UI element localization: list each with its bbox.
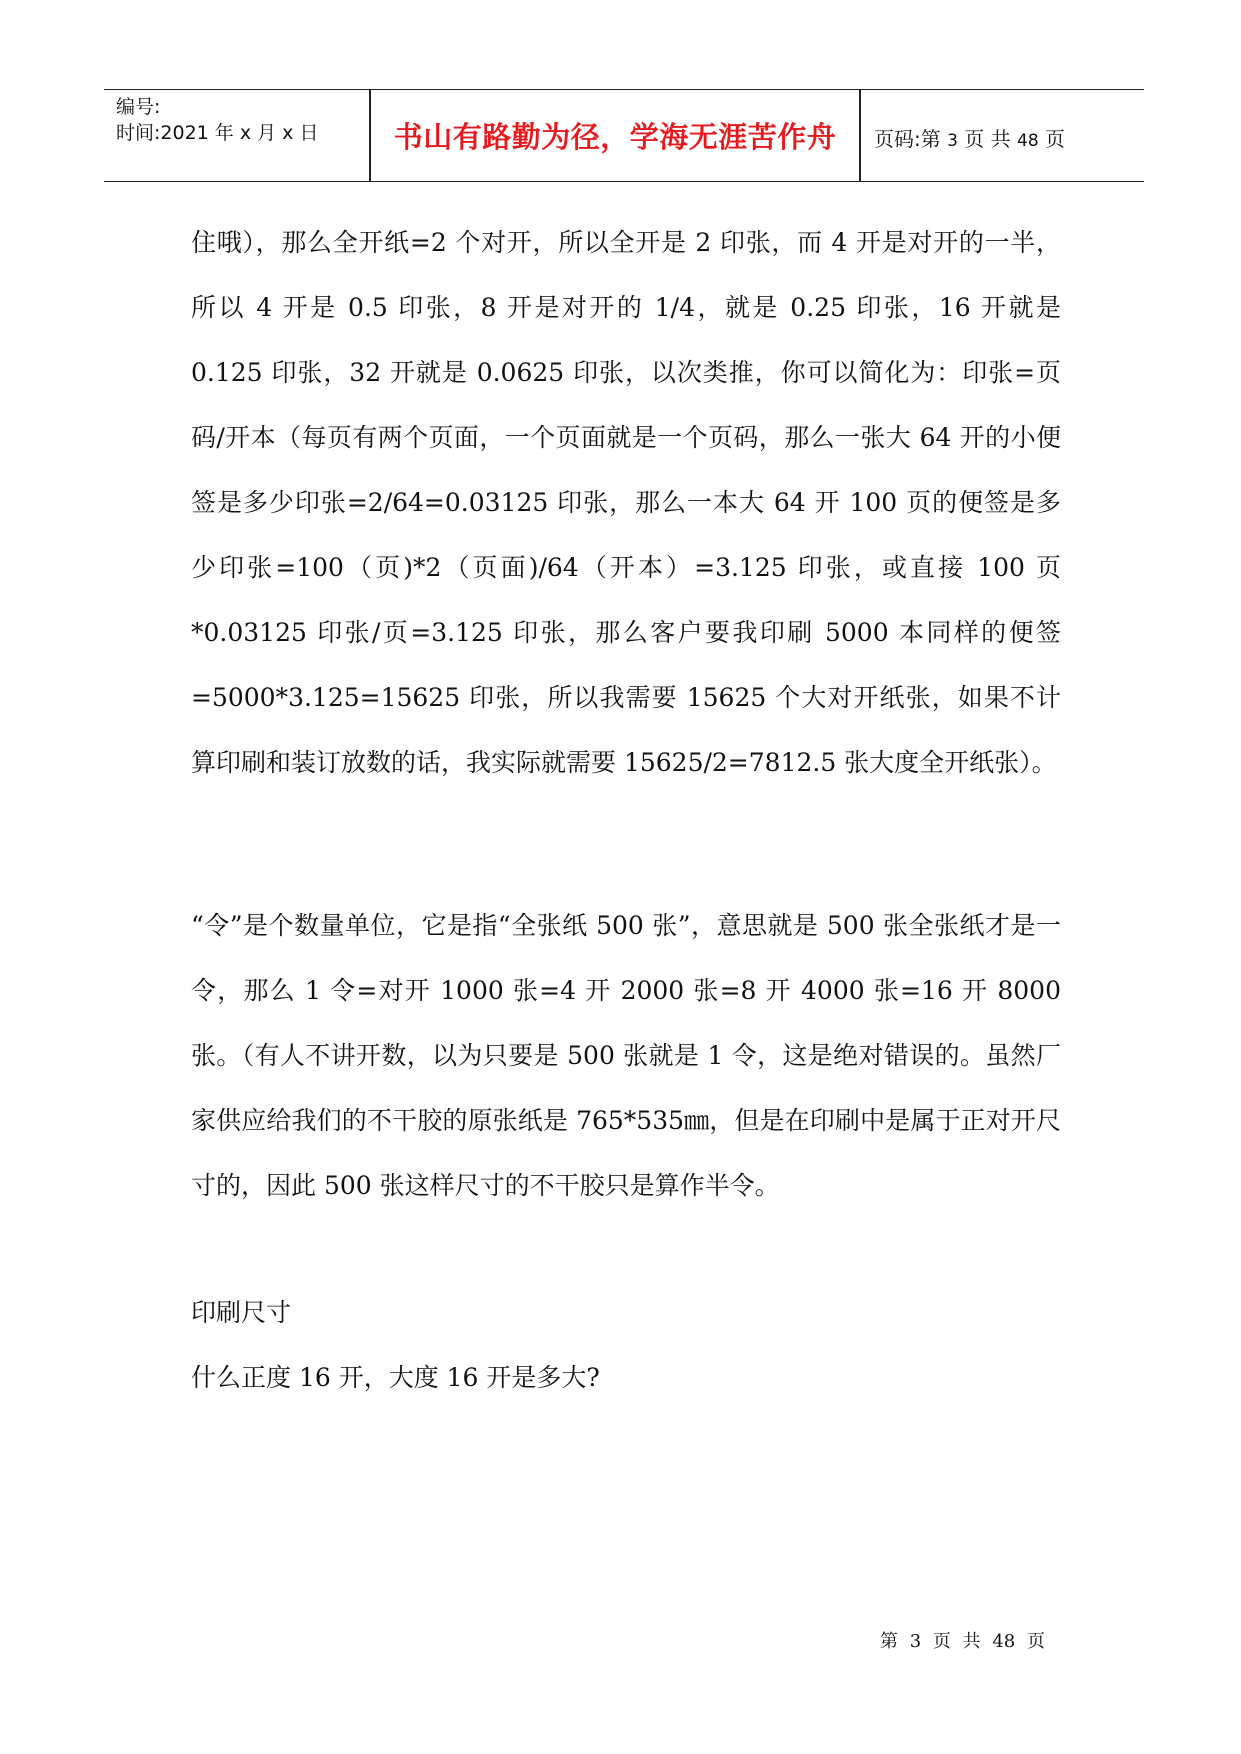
question-text: 什么正度 16 开，大度 16 开是多大? (191, 1363, 600, 1392)
page-current: 3 (947, 131, 958, 151)
serial-number-label: 编号: (116, 96, 161, 118)
header-page-number (874, 123, 1144, 152)
paragraph-ream-definition: “令”是个数量单位，它是指“全张纸 500 张”，意思就是 500 张全张纸才是一令，那么 1 令=对开 1000 张=4 开 2000 张=8 开 4000 张=16 开 8000 张。（有人不讲开数，以为只要是 500 张就是 1 令，这是绝对错误的。虽然厂家供应给我们的不干胶的原张纸是 765*535㎜，但是在印刷中是属于正对开尺寸的，因此 500 张这样尺寸的不干胶只是算作半令。 (191, 911, 1061, 1200)
section-heading: 印刷尺寸 (191, 1298, 292, 1327)
page-footer: 第 3 页 共 48 页 (880, 1631, 1045, 1652)
paragraph-spacer (191, 1218, 1061, 1280)
header-meta (116, 94, 366, 146)
document-body (191, 210, 1061, 1410)
page-total: 48 (1017, 131, 1039, 151)
paragraph-printing-sheets: 住哦），那么全开纸=2 个对开，所以全开是 2 印张，而 4 开是对开的一半，所以 4 开是 0.5 印张，8 开是对开的 1/4，就是 0.25 印张，16 开就是 0.125 印张，32 开就是 0.0625 印张，以次类推，你可以简化为：印张=页码/开本（每页有两个页面，一个页面就是一个页码，那么一张大 64 开的小便签是多少印张=2/64=0.03125 印张，那么一本大 64 开 100 页的便签是多少印张=100（页)*2（页面)/64（开本）=3.125 印张，或直接 100 页*0.03125 印张/页=3.125 印张，那么客户要我印刷 5000 本同样的便签=5000*3.125=15625 印张，所以我需要 15625 个大对开纸张，如果不计算印刷和装订放数的话，我实际就需要 15625/2=7812.5 张大度全开纸张）。 (191, 228, 1061, 777)
date-label: 时间:2021 年 x 月 x 日 (116, 122, 319, 144)
page-suffix: 页 (1045, 127, 1066, 151)
header-motto: 书山有路勤为径，学海无涯苦作舟 (393, 120, 837, 154)
page-header (104, 89, 1144, 182)
header-divider (859, 90, 861, 181)
page-mid: 页 共 (964, 127, 1011, 151)
page-prefix: 页码:第 (874, 127, 941, 151)
paragraph-spacer (191, 795, 1061, 893)
